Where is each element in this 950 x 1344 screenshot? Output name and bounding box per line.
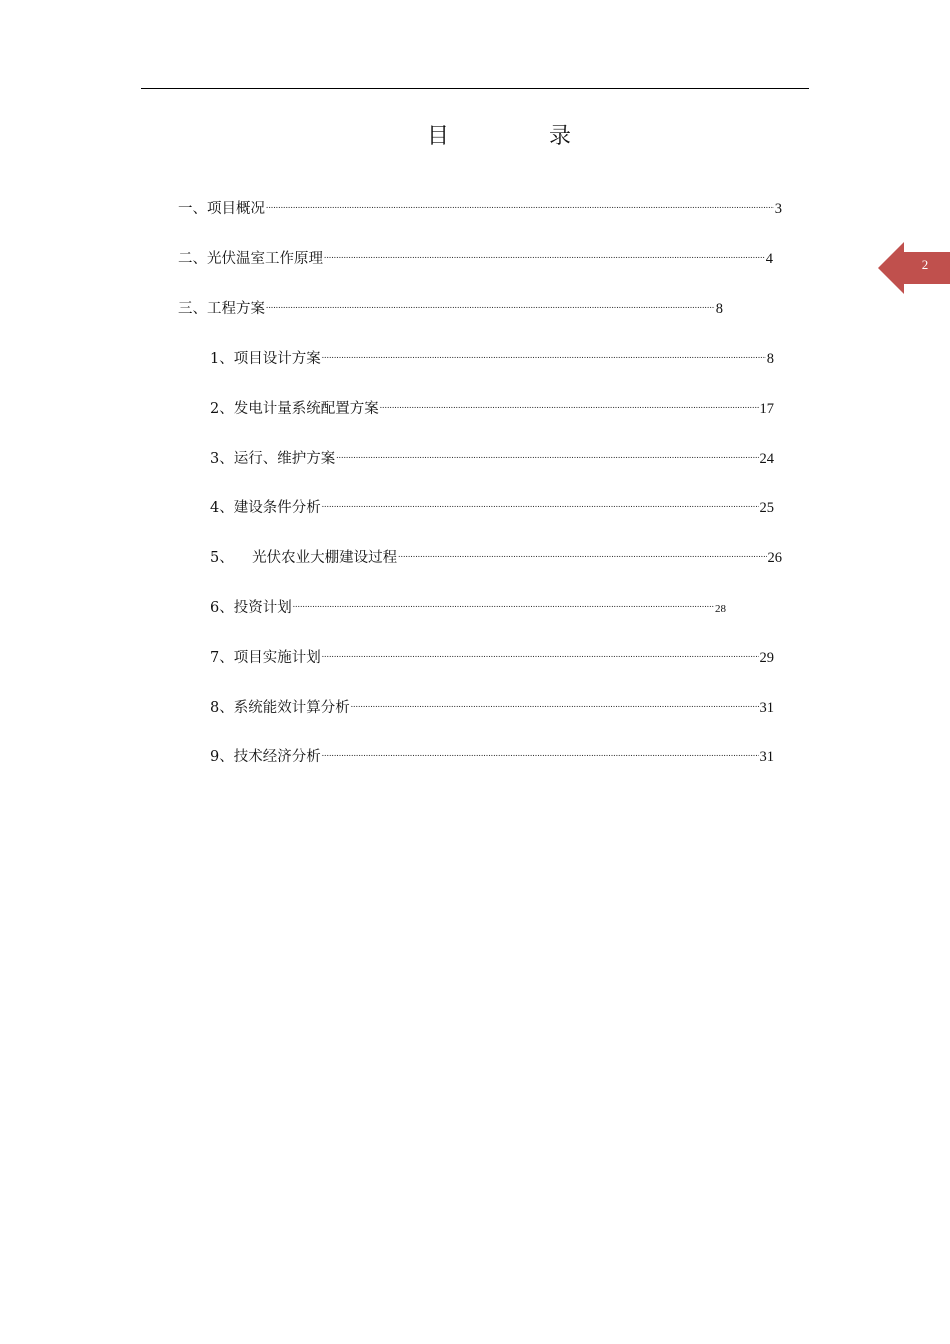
toc-entry-label: 一、项目概况 [178,201,265,217]
header-rule [141,88,809,89]
toc-entry[interactable] [210,696,774,718]
toc-entry-label: 4、建设条件分析 [210,500,321,516]
toc-entry-page: 4 [765,251,773,267]
toc-entry-label: 2、发电计量系统配置方案 [210,401,379,417]
toc-dot-leader [398,546,766,562]
toc-entry[interactable] [210,745,774,767]
toc-entry-label: 6、投资计划 [210,600,292,616]
toc-entry[interactable] [210,496,774,518]
toc-heading-char-2: 录 [549,124,572,149]
toc-entry-page: 29 [759,650,774,666]
toc-entry[interactable] [210,347,774,369]
toc-dot-leader [266,197,774,213]
toc-heading-char-1: 目 [427,124,450,149]
toc-dot-leader [336,447,758,463]
toc-entry-page: 17 [759,401,774,417]
toc-entry-page: 25 [759,500,774,516]
toc-entry-label: 8、系统能效计算分析 [210,700,350,716]
toc-entry[interactable] [210,447,774,469]
toc-dot-leader [380,397,759,413]
toc-entry-label: 二、光伏温室工作原理 [178,251,323,267]
toc-entry-label: 9、技术经济分析 [210,749,321,765]
toc-dot-leader [322,496,759,512]
toc-entry-page: 26 [767,550,782,566]
toc-entry-page: 3 [774,201,782,217]
toc-entry-page: 8 [715,301,723,317]
toc-entry[interactable] [210,546,782,568]
toc-entry[interactable] [178,247,773,269]
toc-entry[interactable] [178,297,723,319]
toc-dot-leader [351,696,759,712]
page-number-tab[interactable] [878,242,950,294]
page-number: 2 [921,257,929,272]
toc-entry-page: 8 [766,351,774,367]
toc-dot-leader [322,745,759,761]
toc-dot-leader [322,646,759,662]
toc-entry-page: 31 [759,700,774,716]
toc-entry-page: 24 [759,451,774,467]
toc-dot-leader [266,297,715,313]
toc-dot-leader [324,247,765,263]
toc-dot-leader [322,347,766,363]
toc-entry-label: 三、工程方案 [178,301,265,317]
toc-entry-page: 31 [759,749,774,765]
toc-entry-label: 3、运行、维护方案 [210,451,336,467]
toc-entry[interactable] [210,646,774,668]
toc-entry-label: 5、 光伏农业大棚建设过程 [210,550,398,566]
toc-entry-label: 1、项目设计方案 [210,351,321,367]
toc-entry-label: 7、项目实施计划 [210,650,321,666]
toc-dot-leader [293,596,714,612]
toc-entry[interactable] [210,397,774,419]
toc-heading [0,122,950,152]
toc-entry[interactable] [178,197,782,219]
toc-entry[interactable] [210,596,726,619]
toc-entry-page: 28 [715,603,726,615]
